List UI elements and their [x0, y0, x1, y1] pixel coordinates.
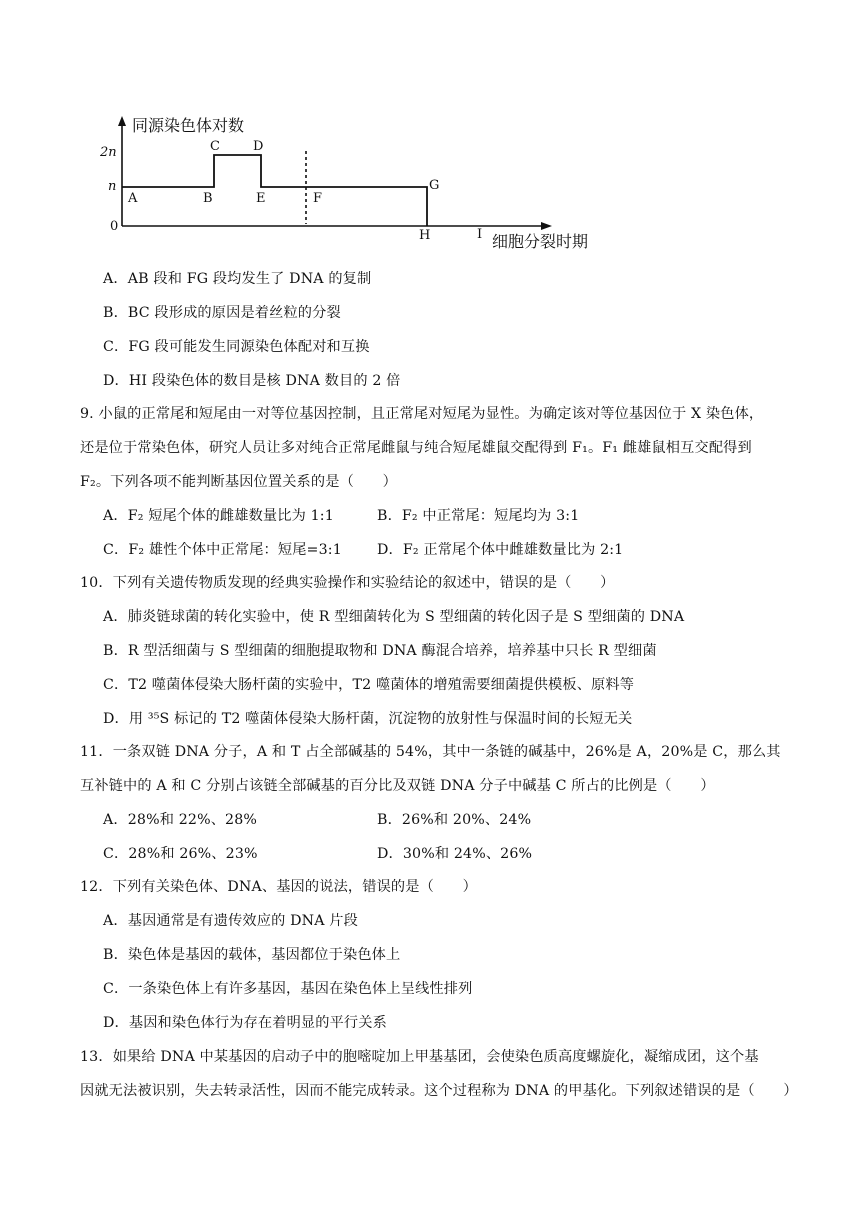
point-label-b: B	[203, 191, 213, 206]
q8-option-d: D．HI 段染色体的数目是核 DNA 数目的 2 倍	[103, 373, 401, 389]
point-label-i: I	[477, 227, 483, 242]
q9-option-b: B．F₂ 中正常尾：短尾均为 3:1	[377, 508, 580, 524]
q12-option-d: D．基因和染色体行为存在着明显的平行关系	[103, 1015, 387, 1031]
x-axis-title: 细胞分裂时期	[492, 232, 589, 251]
q11-option-c: C．28%和 26%、23%	[103, 846, 258, 862]
q8-option-b: B．BC 段形成的原因是着丝粒的分裂	[103, 305, 341, 321]
q11-stem-line1: 11．一条双链 DNA 分子，A 和 T 占全部碱基的 54%，其中一条链的碱基中，26%是 A，20%是 C，那么其	[80, 744, 781, 760]
q8-option-c: C．FG 段可能发生同源染色体配对和互换	[103, 339, 370, 355]
q10-option-c: C．T2 噬菌体侵染大肠杆菌的实验中，T2 噬菌体的增殖需要细菌提供模板、原料等	[103, 677, 635, 693]
y-tick-0: 0	[110, 219, 119, 234]
q11-option-d: D．30%和 24%、26%	[377, 846, 533, 862]
point-label-g: G	[429, 178, 440, 193]
point-label-e: E	[256, 191, 266, 206]
y-tick-n: n	[108, 179, 117, 194]
q10-stem: 10．下列有关遗传物质发现的经典实验操作和实验结论的叙述中，错误的是（ ）	[80, 575, 615, 591]
point-label-c: C	[210, 139, 220, 154]
q11-option-a: A．28%和 22%、28%	[103, 812, 258, 828]
q9-stem-line2: 还是位于常染色体，研究人员让多对纯合正常尾雌鼠与纯合短尾雄鼠交配得到 F₁。F₁ 雌雄鼠相互交配得到	[80, 440, 752, 456]
q10-option-b: B．R 型活细菌与 S 型细菌的细胞提取物和 DNA 酶混合培养，培养基中只长 R 型细菌	[103, 643, 657, 659]
point-label-f: F	[313, 191, 323, 206]
y-tick-2n: 2n	[100, 145, 117, 160]
q9-option-d: D．F₂ 正常尾个体中雌雄数量比为 2:1	[377, 542, 624, 558]
q11-option-b: B．26%和 20%、24%	[377, 812, 532, 828]
q9-option-c: C．F₂ 雄性个体中正常尾：短尾=3:1	[103, 542, 342, 558]
q9-stem-line3: F₂。下列各项不能判断基因位置关系的是（ ）	[80, 474, 397, 490]
q12-option-a: A．基因通常是有遗传效应的 DNA 片段	[103, 913, 358, 929]
q11-stem-line2: 互补链中的 A 和 C 分别占该链全部碱基的百分比及双链 DNA 分子中碱基 C 所占的比例是（ ）	[80, 778, 715, 794]
q10-option-d: D．用 ³⁵S 标记的 T2 噬菌体侵染大肠杆菌，沉淀物的放射性与保温时间的长短无关	[103, 711, 633, 727]
q12-option-b: B．染色体是基因的载体，基因都位于染色体上	[103, 947, 401, 963]
point-label-h: H	[419, 228, 431, 243]
q13-stem-line2: 因就无法被识别，失去转录活性，因而不能完成转录。这个过程称为 DNA 的甲基化。下列叙述错误的是（ ）	[80, 1083, 798, 1099]
x-axis-arrow	[541, 222, 552, 230]
q9-stem-line1: 9. 小鼠的正常尾和短尾由一对等位基因控制，且正常尾对短尾为显性。为确定该对等位基因位于 X 染色体，	[80, 406, 764, 422]
data-line	[122, 155, 427, 226]
y-axis-arrow	[118, 116, 126, 126]
y-axis-title: 同源染色体对数	[132, 116, 245, 135]
q13-stem-line1: 13．如果给 DNA 中某基因的启动子中的胞嘧啶加上甲基基团，会使染色质高度螺旋化，凝缩成团，这个基	[80, 1049, 759, 1065]
point-label-d: D	[253, 139, 264, 154]
q8-option-a: A．AB 段和 FG 段均发生了 DNA 的复制	[103, 271, 372, 287]
chromosome-pairs-chart	[100, 108, 589, 256]
q10-option-a: A．肺炎链球菌的转化实验中，使 R 型细菌转化为 S 型细菌的转化因子是 S 型细菌的 DNA	[103, 609, 685, 625]
chart-svg	[100, 108, 589, 256]
q11-options-row1	[103, 810, 803, 830]
q12-stem: 12．下列有关染色体、DNA、基因的说法，错误的是（ ）	[80, 879, 477, 895]
point-label-a: A	[128, 191, 138, 206]
q9-options-row1	[103, 506, 803, 526]
q9-option-a: A．F₂ 短尾个体的雌雄数量比为 1:1	[103, 508, 334, 524]
q9-options-row2	[103, 540, 803, 560]
q11-options-row2	[103, 844, 803, 864]
q12-option-c: C．一条染色体上有许多基因，基因在染色体上呈线性排列	[103, 981, 473, 997]
